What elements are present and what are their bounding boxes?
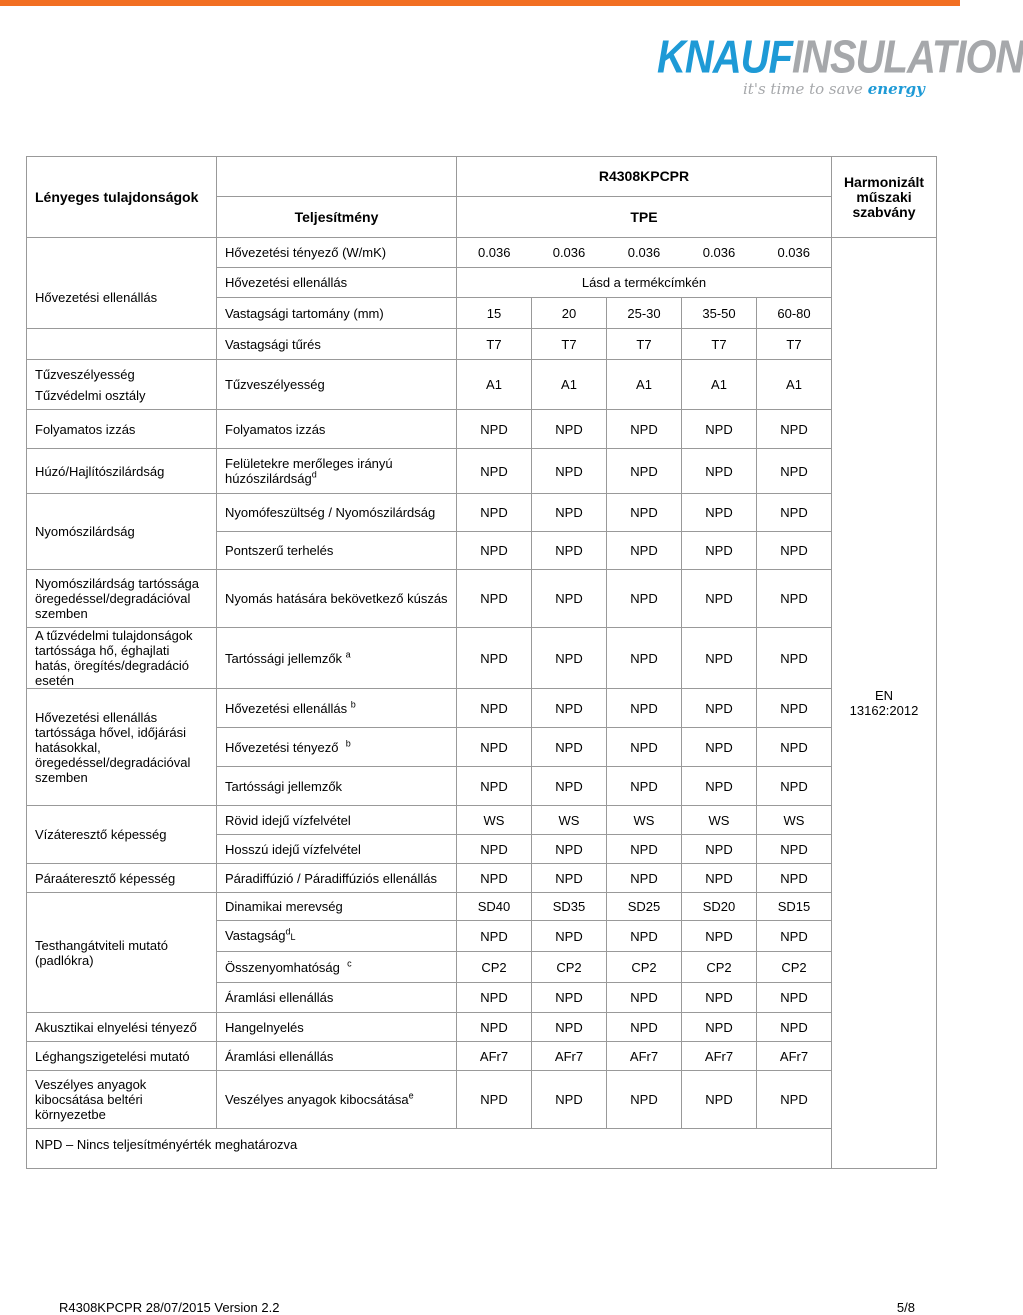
header-row-1	[27, 157, 937, 197]
table-row: Vastagsági tartomány (mm) 15 20 25-30 35-50 60-80	[27, 298, 937, 329]
top-accent-bar	[0, 0, 960, 6]
table-row: Összenyomhatóság $^c$ CP2 CP2 CP2 CP2 CP2	[27, 952, 937, 983]
table-row: Hővezetési tényező (W/mK) 0.036 0.036 0.036 0.036 0.036 EN 13162:2012	[27, 238, 937, 268]
table-row: Hővezetési ellenállás Hővezetési ellenállás Lásd a termékcímkén	[27, 268, 937, 298]
knauf-insulation-logo	[657, 30, 1023, 114]
table-row: Húzó/Hajlítószilárdság Felületekre merőleges irányú húzószilárdság$^d$ NPD NPD NPD NPD NPD	[27, 449, 937, 494]
table-row: Áramlási ellenállás NPD NPD NPD NPD NPD	[27, 983, 937, 1013]
logo-tagline-end: energy	[867, 80, 925, 98]
table-row: Pontszerű terhelés NPD NPD NPD NPD NPD	[27, 532, 937, 570]
table-row: Vízáteresztő képesség Rövid idejű vízfelvétel WS WS WS WS WS	[27, 806, 937, 835]
table-row: Veszélyes anyagok kibocsátása beltéri környezetbe Veszélyes anyagok kibocsátása$^e$ NPD NPD NPD NPD NPD	[27, 1071, 937, 1129]
table-row: Páraáteresztő képesség Páradiffúzió / Páradiffúziós ellenállás NPD NPD NPD NPD NPD	[27, 864, 937, 893]
see-product-label: Lásd a termékcímkén	[457, 268, 832, 298]
table-row: Vastagsági tűrés T7 T7 T7 T7 T7	[27, 329, 937, 360]
table-row: Akusztikai elnyelési tényező Hangelnyelés NPD NPD NPD NPD NPD	[27, 1013, 937, 1042]
header-product-code: R4308KPCPR	[457, 157, 832, 197]
table-row: A tűzvédelmi tulajdonságok tartóssága hő, éghajlati hatás, öregítés/degradáció esetén Tartóssági jellemzők $^a$ NPD NPD NPD NPD NPD	[27, 628, 937, 689]
footer-doc-info: R4308KPCPR 28/07/2015 Version 2.2	[59, 1300, 280, 1315]
table-row: Hővezetési tényező $^b$ NPD NPD NPD NPD NPD	[27, 728, 937, 767]
header-essential-characteristics: Lényeges tulajdonságok	[27, 157, 217, 238]
table-row: Nyomószilárdság tartóssága öregedéssel/degradációval szemben Nyomás hatására bekövetkező kúszás NPD NPD NPD NPD NPD	[27, 570, 937, 628]
page-number: 5/8	[896, 1300, 915, 1315]
table-row: Testhangátviteli mutató (padlókra) Dinamikai merevség SD40 SD35 SD25 SD20 SD15	[27, 893, 937, 921]
table-row: Nyomószilárdság Nyomófeszültség / Nyomószilárdság NPD NPD NPD NPD NPD	[27, 494, 937, 532]
npd-note: NPD – Nincs teljesítményérték meghatározva	[27, 1129, 937, 1169]
table-row: Tartóssági jellemzők NPD NPD NPD NPD NPD	[27, 767, 937, 806]
table-row: Léghangszigetelési mutató Áramlási ellenállás AFr7 AFr7 AFr7 AFr7 AFr7	[27, 1042, 937, 1071]
header-performance: Teljesítmény	[217, 197, 457, 238]
logo-tagline: it's time to save	[743, 80, 863, 98]
header-harmonized-standard: Harmonizált műszaki szabvány	[832, 157, 937, 238]
table-row: Hosszú idejű vízfelvétel NPD NPD NPD NPD NPD	[27, 835, 937, 864]
logo-brand-sub: INSULATION	[791, 32, 1023, 83]
table-row: Hővezetési ellenállás tartóssága hővel, időjárási hatásokkal, öregedéssel/degradációval szemben Hővezetési ellenállás $^b$ NPD NPD NPD NPD NPD	[27, 689, 937, 728]
header-tpe: TPE	[457, 197, 832, 238]
performance-table	[26, 156, 937, 1169]
table-note-row	[27, 1129, 937, 1169]
table-row: Vastagság$^d$L NPD NPD NPD NPD NPD	[27, 921, 937, 952]
logo-brand-main: KNAUF	[657, 32, 792, 83]
table-row: Folyamatos izzás Folyamatos izzás NPD NPD NPD NPD NPD	[27, 410, 937, 449]
table-row: Tűzveszélyesség Tűzvédelmi osztály Tűzveszélyesség A1 A1 A1 A1 A1	[27, 360, 937, 410]
standard-cell: EN 13162:2012	[832, 238, 937, 1169]
